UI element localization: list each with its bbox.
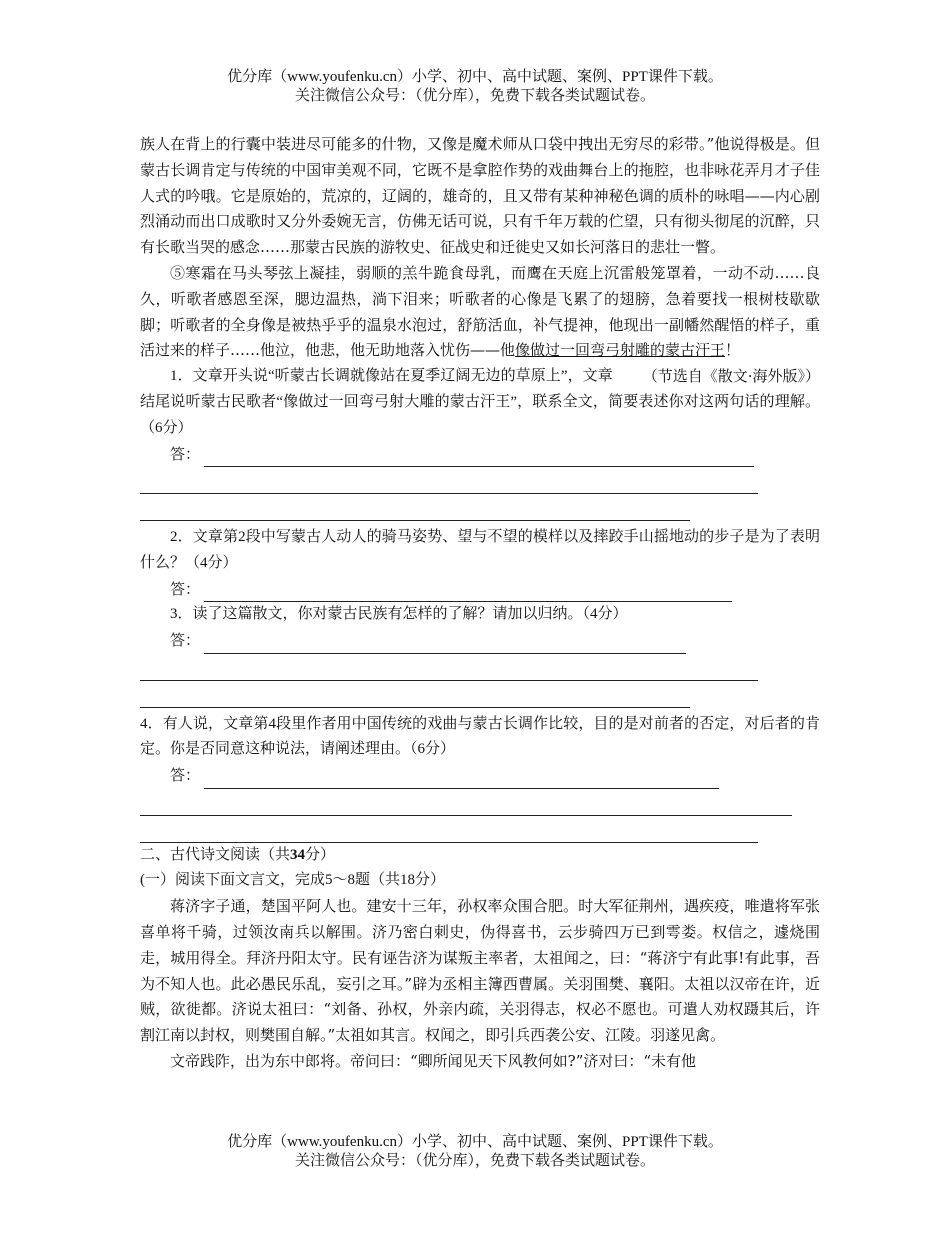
header-line-2: 关注微信公众号：（优分库），免费下载各类试题试卷。 bbox=[294, 88, 655, 104]
classical-text-paragraph-2: 文帝践阼，出为东中郎将。帝问曰：“卿所闻见天下风教何如?”济对曰：“未有他 bbox=[170, 1051, 697, 1070]
document-body bbox=[140, 132, 820, 1075]
answer-label: 答： bbox=[170, 766, 201, 785]
footer-line-1: 优分库（www.youfenku.cn）小学、初中、高中试题、案例、PPT课件下载。 bbox=[227, 1134, 723, 1150]
source-citation: （节选自《散文·海外版》） bbox=[642, 367, 820, 386]
answer-3-line-3[interactable] bbox=[140, 681, 690, 708]
answer-label: 答： bbox=[170, 631, 201, 650]
answer-1-line-2[interactable] bbox=[140, 467, 758, 494]
answer-4-line-3[interactable] bbox=[140, 816, 758, 843]
page-header bbox=[0, 68, 950, 106]
section-2-heading-end: 分） bbox=[305, 846, 336, 863]
answer-1-line-3[interactable] bbox=[140, 494, 690, 521]
question-4: 4．有人说，文章第4段里作者用中国传统的戏曲与蒙古长调作比较，目的是对前者的否定，对后者的肯定。你是否同意这种说法，请阐述理由。（6分） bbox=[140, 715, 820, 758]
answer-label: 答： bbox=[170, 444, 201, 463]
answer-4-line-2[interactable] bbox=[140, 789, 792, 816]
answer-3-line-1[interactable] bbox=[204, 635, 686, 654]
answer-4-row bbox=[140, 763, 820, 789]
paragraph-5-text: ⑤寒霜在马头琴弦上凝挂，弱顺的羔牛跪食母乳，而鹰在天庭上沉雷般笼罩着，一动不动……良久，听歌者感恩至深，腮边温热，淌下泪来；听歌者的心像是飞累了的翅膀，急着要找一根树枝歇歇脚；听歌者的全身像是被热乎乎的温泉水泡过，舒筋活血，补气提神，他现出一副幡然醒悟的样子，重活过来的样子……他泣，他悲，他无助地落入忧伤——他 bbox=[140, 263, 820, 360]
section-2-heading-text: 二、古代诗文阅读（共 bbox=[140, 846, 291, 863]
answer-4-line-1[interactable] bbox=[204, 770, 719, 789]
answer-1-line-1[interactable] bbox=[204, 448, 754, 467]
answer-3-row bbox=[140, 628, 820, 654]
classical-text-paragraph-1: 蒋济字子通，楚国平阿人也。建安十三年，孙权率众围合肥。时大军征荆州，遇疾疫，唯遣将军张喜单将千骑，过领汝南兵以解围。济乃密白刺史，伪得喜书，云步骑四万已到雩娄。权信之，遽烧围走，城用得全。拜济丹阳太守。民有诬告济为谋叛主率者，太祖闻之，曰：“蒋济宁有此事!有此事，吾为不知人也。此必愚民乐乱，妄引之耳。”辟为丞相主簿西曹属。关羽围樊、襄阳。太祖以汉帝在许，近贼，欲徙都。济说太祖曰：“刘备、孙权，外亲内疏，关羽得志，权必不愿也。可遣人劝权蹑其后，许割江南以封权，则樊围自解。”太祖如其言。权闻之，即引兵西袭公安、江陵。羽遂见禽。 bbox=[140, 897, 820, 1045]
answer-1-row bbox=[140, 442, 820, 468]
section-2-score: 34 bbox=[290, 846, 306, 863]
answer-2-line-1[interactable] bbox=[204, 583, 732, 602]
passage-paragraph-5 bbox=[140, 261, 820, 386]
header-line-1: 优分库（www.youfenku.cn）小学、初中、高中试题、案例、PPT课件下载。 bbox=[227, 69, 723, 85]
page-footer bbox=[0, 1133, 950, 1171]
underlined-phrase: 像做过一回弯弓射雕的蒙古汗王 bbox=[515, 341, 726, 360]
answer-label: 答： bbox=[170, 579, 201, 598]
section-2-heading bbox=[140, 843, 820, 869]
paragraph-5-end: ！ bbox=[725, 341, 741, 360]
subsection-heading: (一）阅读下面文言文，完成5～8题（共18分） bbox=[140, 872, 445, 889]
answer-3-line-2[interactable] bbox=[140, 654, 758, 681]
question-3: 3．读了这篇散文，你对蒙古民族有怎样的了解？请加以归纳。（4分） bbox=[170, 606, 628, 623]
footer-line-2: 关注微信公众号：（优分库），免费下载各类试题试卷。 bbox=[294, 1153, 655, 1169]
question-1: 1．文章开头说“听蒙古长调就像站在夏季辽阔无边的草原上”，文章结尾说听蒙古民歌者“像做过一回弯弓射大雕的蒙古汗王”，联系全文，简要表述你对这两句话的理解。（6分） bbox=[140, 368, 820, 436]
passage-paragraph-4-continued: 族人在背上的行囊中装进尽可能多的什物，又像是魔术师从口袋中拽出无穷尽的彩带。”他说得极是。但蒙古长调肯定与传统的中国审美观不同，它既不是拿腔作势的戏曲舞台上的拖腔，也非咏花弄月才子佳人式的吟哦。它是原始的，荒凉的，辽阔的，雄奇的，且又带有某种神秘色调的质朴的咏唱——内心剧烈涌动而出口成歌时又分外委婉无言，仿佛无话可说，只有千年万载的伫望，只有彻头彻尾的沉醉，只有长歌当哭的感念……那蒙古民族的游牧史、征战史和迁徙史又如长河落日的悲壮一瞥。 bbox=[140, 135, 820, 257]
question-2: 2．文章第2段中写蒙古人动人的骑马姿势、望与不望的模样以及摔跤手山摇地动的步子是为了表明什么？（4分） bbox=[140, 528, 820, 571]
answer-2-row bbox=[140, 577, 820, 603]
